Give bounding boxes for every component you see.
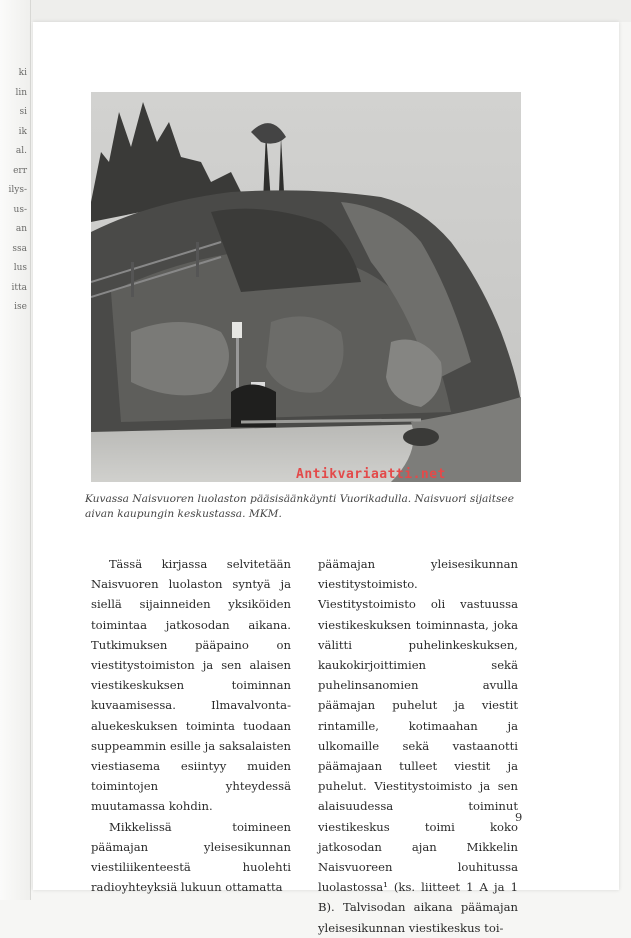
page-number: 9 bbox=[515, 810, 523, 824]
facing-page-edge bbox=[0, 0, 31, 900]
facing-page-text-fragment: us- bbox=[13, 204, 27, 215]
text-column-right bbox=[318, 554, 518, 938]
photo-illustration bbox=[91, 92, 521, 482]
facing-page-text-fragment: ik bbox=[18, 126, 27, 137]
photo-caption: Kuvassa Naisvuoren luolaston pääsisäänkäynti Vuorikadulla. Naisvuori sijaitsee aivan kaupungin keskustassa. MKM. bbox=[85, 493, 514, 520]
facing-page-text-fragment: lin bbox=[15, 87, 27, 98]
facing-page-text-fragment: ilys- bbox=[8, 185, 27, 195]
facing-page-text-fragment: an bbox=[15, 224, 27, 234]
facing-page-text-fragment: ki bbox=[18, 68, 27, 78]
facing-page-text-fragment: al. bbox=[15, 146, 27, 156]
facing-page-text-fragment: err bbox=[13, 165, 27, 176]
cave-entrance-photo bbox=[91, 92, 521, 482]
scan-background bbox=[30, 0, 631, 22]
watermark-text: Antikvariaatti.net bbox=[296, 467, 446, 482]
paragraph: päämajan yleisesikunnan viestitystoimisto. Viestitystoimisto oli vastuussa viestikeskuksen toiminnasta, joka välitti puhelinkeskuksen, kaukokirjoittimien sekä puhelinsanomien avulla päämajan puhelut ja viestit rintamille, kotimaahan ja ulkomaille sekä vastaanotti päämajaan tulleet viestit ja puhelut. Viestitystoimisto ja sen alaisuudessa toiminut viestikeskus toimi koko jatkosodan ajan Mikkelin Naisvuoreen louhitussa luolastossa¹ (ks. liitteet 1 A ja 1 B). Talvisodan aikana päämajan yleisesikunnan viestikeskus toi- bbox=[318, 557, 518, 935]
facing-page-text-fragment: si bbox=[19, 107, 27, 117]
facing-page-text-fragment: ssa bbox=[12, 243, 27, 254]
facing-page-text-fragment: ise bbox=[14, 302, 27, 312]
facing-page-text-fragment: lus bbox=[13, 263, 27, 273]
facing-page-text-fragment: itta bbox=[11, 282, 27, 293]
paragraph: Mikkelissä toimineen päämajan yleisesikunnan viestiliikenteestä huolehti radioyhteyksiä lukuun ottamatta bbox=[91, 819, 291, 895]
text-column-left bbox=[91, 554, 291, 897]
paragraph: Tässä kirjassa selvitetään Naisvuoren luolaston syntyä ja siellä sijainneiden yksiköiden toimintaa jatkosodan aikana. Tutkimuksen pääpaino on viestitystoimiston ja sen alaisen viestikeskuksen toiminnan kuvaamisessa. Ilmavalvonta-aluekeskuksen toiminta tuodaan suppeammin esille ja saksalaisten viestiasema esiintyy muiden toimintojen yhteydessä muutamassa kohdin. bbox=[91, 557, 291, 814]
book-page bbox=[33, 22, 619, 935]
